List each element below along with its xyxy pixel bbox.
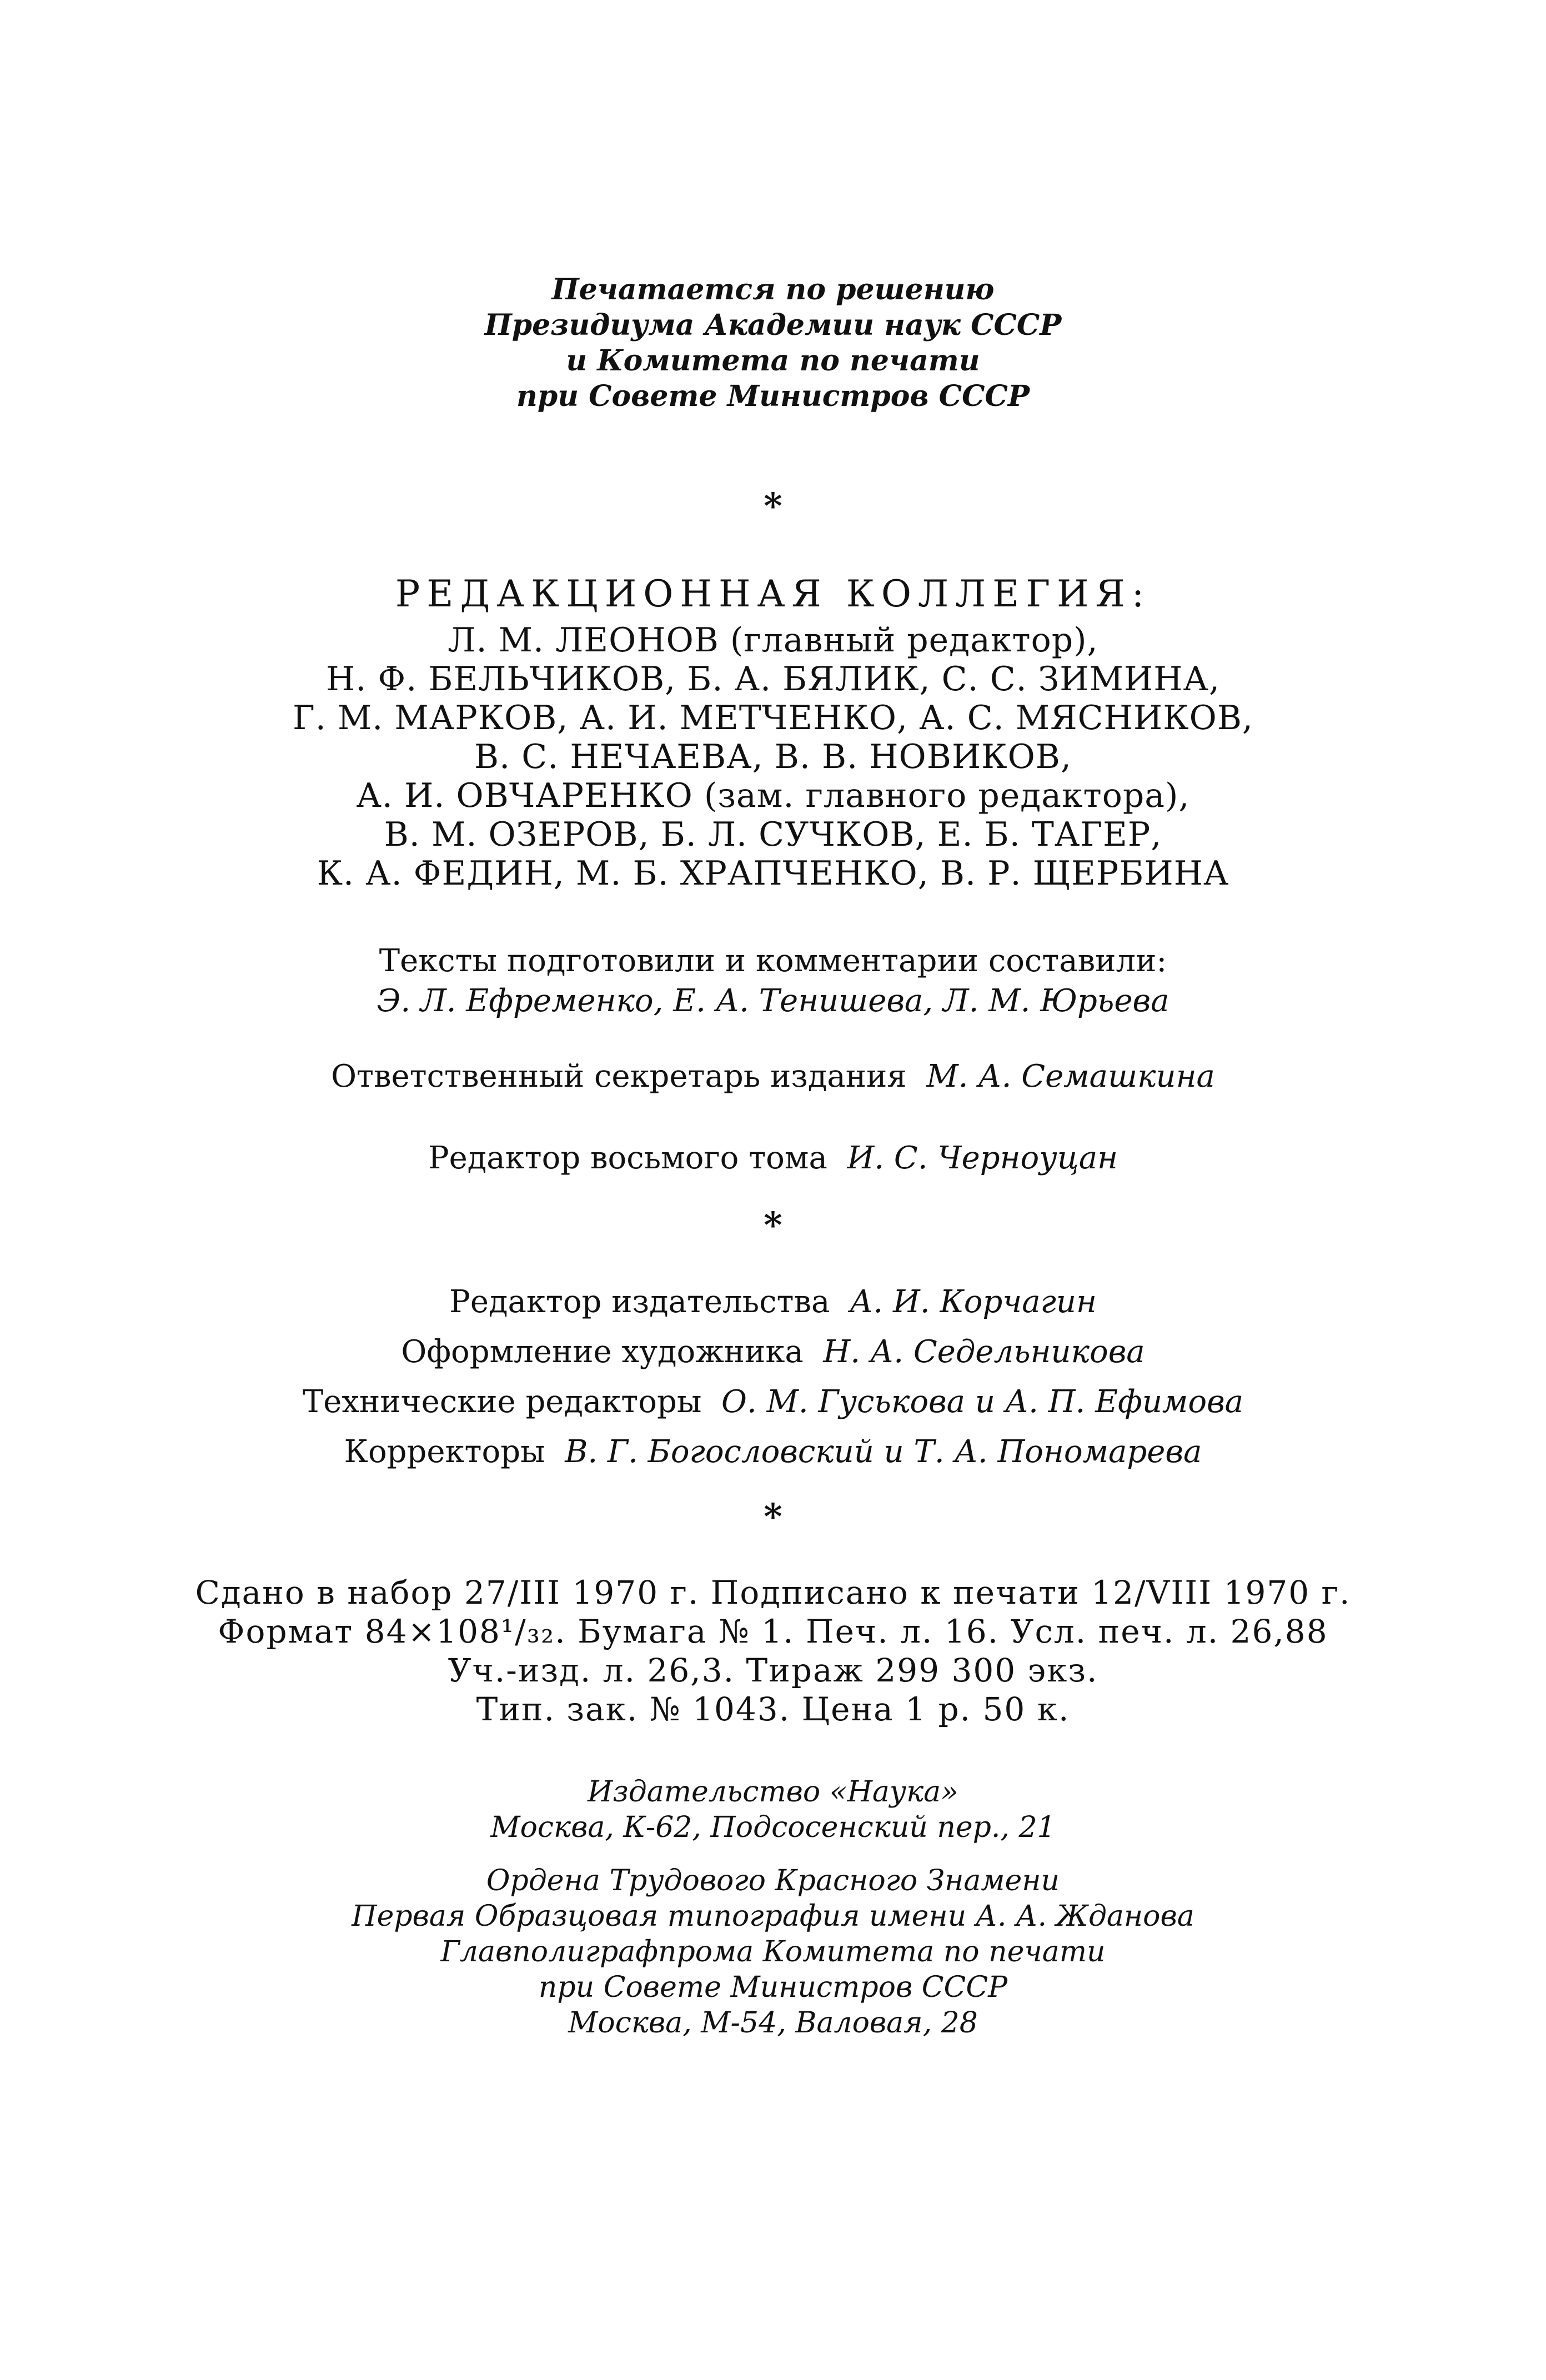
- staff-line: [0, 1377, 1546, 1427]
- printer-info: [0, 1863, 1546, 2041]
- imprimatur-line: Печатается по решению: [551, 273, 995, 307]
- imprimatur-line: и Комитета по печати: [566, 344, 980, 378]
- publisher-line: Москва, К-62, Подсосенский пер., 21: [490, 1811, 1056, 1844]
- production-staff: [0, 1277, 1546, 1477]
- secretary-credit: [0, 1057, 1546, 1097]
- section-separator: [0, 1496, 1546, 1538]
- staff-label: Оформление художника: [401, 1334, 804, 1370]
- texts-prepared-credit: [0, 941, 1546, 1021]
- separator-asterisk: *: [764, 485, 782, 527]
- editorial-board-line: А. И. ОВЧАРЕНКО (зам. главного редактора),: [356, 776, 1190, 815]
- secretary-line: [0, 1057, 1546, 1097]
- editorial-board-heading: [0, 572, 1546, 616]
- section-separator: [0, 485, 1546, 527]
- secretary-name: М. А. Семашкина: [926, 1058, 1215, 1094]
- printer-line: Первая Образцовая типография имени А. А. Жданова: [352, 1900, 1194, 1933]
- printer-line: Москва, М-54, Валовая, 28: [568, 2006, 978, 2040]
- editorial-board-members: [0, 621, 1546, 893]
- imprimatur: [0, 272, 1546, 414]
- printing-data: [0, 1573, 1546, 1729]
- publisher-line: Издательство «Наука»: [588, 1775, 958, 1809]
- printer-line: Ордена Трудового Красного Знамени: [486, 1864, 1060, 1897]
- staff-line: [0, 1427, 1546, 1477]
- staff-name: Н. А. Седельникова: [823, 1334, 1145, 1370]
- printing-line: Формат 84×108¹/₃₂. Бумага № 1. Печ. л. 16. Усл. печ. л. 26,88: [218, 1613, 1328, 1650]
- volume-editor-name: И. С. Черноуцан: [847, 1140, 1118, 1176]
- staff-line: [0, 1327, 1546, 1377]
- printer-line: Главполиграфпрома Комитета по печати: [440, 1935, 1106, 1969]
- editorial-board-line: Г. М. МАРКОВ, А. И. МЕТЧЕНКО, А. С. МЯСНИКОВ,: [292, 699, 1253, 737]
- staff-name: О. М. Гуськова и А. П. Ефимова: [721, 1384, 1244, 1420]
- printing-line: Сдано в набор 27/III 1970 г. Подписано к печати 12/VIII 1970 г.: [195, 1574, 1351, 1611]
- separator-asterisk: *: [764, 1496, 782, 1538]
- volume-editor-label: Редактор восьмого тома: [428, 1140, 827, 1176]
- printing-line: Тип. зак. № 1043. Цена 1 р. 50 к.: [476, 1690, 1070, 1728]
- editorial-board-line: В. С. НЕЧАЕВА, В. В. НОВИКОВ,: [474, 737, 1072, 776]
- staff-label: Корректоры: [344, 1434, 545, 1470]
- secretary-label: Ответственный секретарь издания: [331, 1058, 907, 1094]
- staff-line: [0, 1277, 1546, 1327]
- editorial-board-line: К. А. ФЕДИН, М. Б. ХРАПЧЕНКО, В. Р. ЩЕРБИНА: [317, 854, 1229, 893]
- staff-label: Редактор издательства: [449, 1284, 830, 1320]
- editorial-board-title: РЕДАКЦИОННАЯ КОЛЛЕГИЯ:: [395, 573, 1151, 615]
- editorial-board-line: Л. М. ЛЕОНОВ (главный редактор),: [448, 621, 1098, 660]
- separator-asterisk: *: [764, 1204, 782, 1246]
- imprimatur-line: при Совете Министров СССР: [516, 379, 1030, 413]
- editorial-board-line: В. М. ОЗЕРОВ, Б. Л. СУЧКОВ, Е. Б. ТАГЕР,: [384, 815, 1162, 854]
- publisher-info: [0, 1774, 1546, 1845]
- editorial-board-line: Н. Ф. БЕЛЬЧИКОВ, Б. А. БЯЛИК, С. С. ЗИМИНА,: [325, 660, 1221, 699]
- imprimatur-line: Президиума Академии наук СССР: [484, 308, 1062, 342]
- texts-prepared-names: Э. Л. Ефременко, Е. А. Тенишева, Л. М. Юрьева: [377, 983, 1169, 1019]
- section-separator: [0, 1204, 1546, 1246]
- texts-prepared-label: Тексты подготовили и комментарии составили:: [379, 943, 1167, 979]
- printing-line: Уч.-изд. л. 26,3. Тираж 299 300 экз.: [448, 1651, 1098, 1689]
- volume-editor-line: [0, 1138, 1546, 1178]
- staff-name: В. Г. Богословский и Т. А. Пономарева: [565, 1434, 1202, 1470]
- staff-name: А. И. Корчагин: [850, 1284, 1097, 1320]
- staff-label: Технические редакторы: [302, 1384, 702, 1420]
- printer-line: при Совете Министров СССР: [538, 1971, 1008, 2004]
- volume-editor-credit: [0, 1138, 1546, 1178]
